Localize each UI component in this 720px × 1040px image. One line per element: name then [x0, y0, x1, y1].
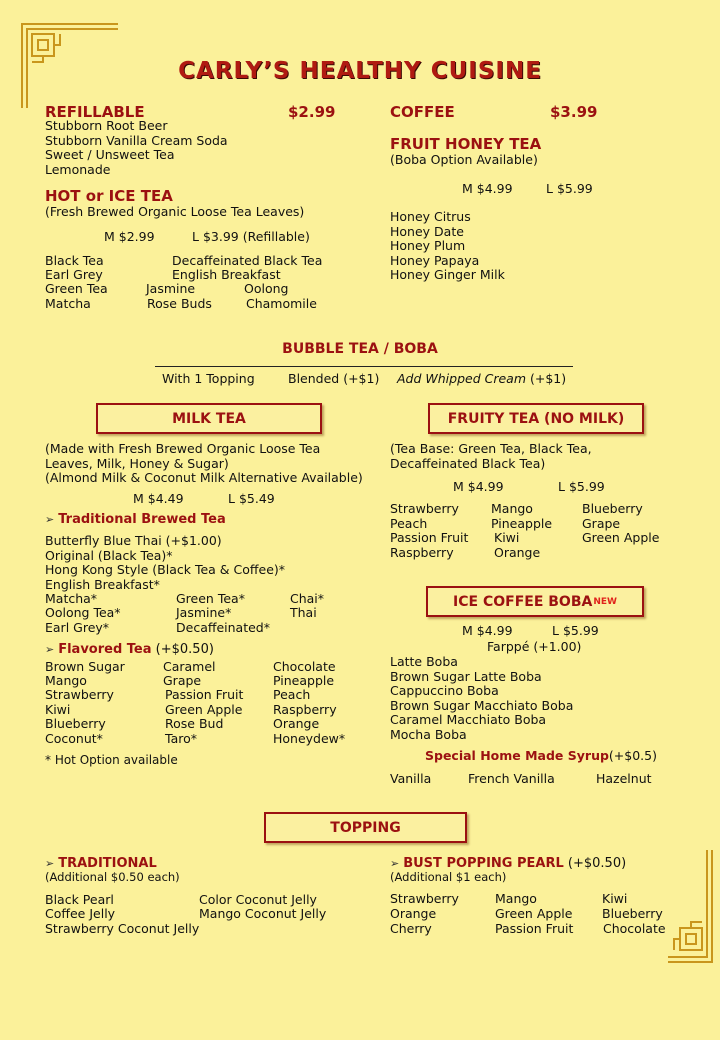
topping-item: Strawberry Coconut Jelly — [45, 921, 200, 936]
flavor-item: Orange — [273, 716, 320, 731]
hot-ice-tea-price-l: L $3.99 (Refillable) — [192, 229, 310, 244]
fruity-item: Strawberry — [390, 501, 459, 516]
refillable-heading: REFILLABLE — [45, 103, 145, 121]
arrow-bullet-icon: ➢ — [45, 643, 55, 656]
fruity-tea-price-m: M $4.99 — [453, 479, 504, 494]
pearl-item: Orange — [390, 906, 437, 921]
milk-tea-note: (Made with Fresh Brewed Organic Loose Tea — [45, 441, 321, 456]
traditional-topping-heading — [45, 856, 157, 871]
flavor-item: Green Apple — [165, 702, 243, 717]
traditional-brewed-tea-label: Traditional Brewed Tea — [58, 512, 226, 527]
tea-item: Decaffeinated* — [176, 620, 270, 635]
tea-item: English Breakfast — [172, 267, 281, 282]
milk-tea-note: Leaves, Milk, Honey & Sugar) — [45, 455, 229, 471]
flavor-item: Mango — [45, 673, 87, 688]
topping-item: Mango Coconut Jelly — [199, 906, 327, 921]
flavored-tea-label: Flavored Tea — [58, 642, 152, 657]
list-item: Lemonade — [45, 161, 111, 177]
list-item: Honey Date — [390, 223, 464, 239]
fruit-honey-tea-price-l: L $5.99 — [546, 181, 593, 196]
tea-item: Oolong Tea* — [45, 605, 121, 620]
list-item: Honey Citrus — [390, 209, 471, 224]
hot-ice-tea-note: (Fresh Brewed Organic Loose Tea Leaves) — [45, 204, 305, 219]
tea-item: Earl Grey — [45, 267, 103, 282]
list-item: Latte Boba — [390, 654, 458, 669]
arrow-bullet-icon: ➢ — [45, 857, 55, 870]
page-title: CARLY’S HEALTHY CUISINE — [178, 58, 542, 84]
fruity-tea-heading-box — [428, 403, 644, 434]
tea-item: Jasmine* — [176, 605, 232, 620]
refillable-price: $2.99 — [288, 103, 336, 121]
syrup-price: (+$0.5) — [608, 748, 657, 763]
syrup-label: Special Home Made Syrup — [425, 748, 609, 763]
bubble-tea-option-blended: Blended (+$1) — [288, 371, 380, 386]
traditional-brewed-tea-list — [45, 534, 285, 592]
fruit-honey-tea-heading: FRUIT HONEY TEA — [390, 135, 542, 153]
flavor-item: Pineapple — [273, 673, 335, 688]
pearl-item: Passion Fruit — [495, 921, 574, 936]
ice-coffee-price-m: M $4.99 — [462, 623, 513, 638]
tea-item: Green Tea — [45, 281, 108, 296]
fruity-item: Blueberry — [582, 501, 643, 516]
tea-item: Thai — [290, 605, 317, 620]
bubble-tea-option-whipped — [397, 372, 566, 387]
list-item: Stubborn Root Beer — [45, 118, 168, 133]
syrup-item: French Vanilla — [468, 771, 555, 786]
tea-item: Jasmine — [146, 281, 196, 296]
topping-heading: TOPPING — [330, 819, 401, 836]
fruity-tea-notes — [390, 442, 592, 471]
syrup-item: Hazelnut — [596, 771, 652, 786]
fruity-item: Pineapple — [491, 516, 553, 531]
fruit-honey-tea-note: (Boba Option Available) — [390, 152, 538, 167]
pearl-item: Blueberry — [602, 906, 663, 921]
ice-coffee-boba-heading: ICE COFFEE BOBA — [453, 593, 593, 610]
flavor-item: Kiwi — [45, 702, 71, 717]
list-item: Cappuccino Boba — [390, 683, 499, 698]
coffee-heading: COFFEE — [390, 103, 455, 121]
fruity-item: Kiwi — [494, 530, 520, 545]
refillable-list — [45, 119, 228, 177]
list-item: Hong Kong Style (Black Tea & Coffee)* — [45, 562, 286, 577]
tea-item: Decaffeinated Black Tea — [172, 253, 323, 268]
list-item: Brown Sugar Latte Boba — [390, 668, 542, 684]
list-item: Caramel Macchiato Boba — [390, 712, 547, 727]
bubble-tea-heading: BUBBLE TEA / BOBA — [282, 341, 438, 357]
flavor-item: Caramel — [163, 659, 216, 674]
syrup-item: Vanilla — [390, 771, 432, 786]
bubble-tea-divider — [155, 366, 573, 367]
whipped-cream-price: (+$1) — [530, 371, 567, 386]
tea-item: Black Tea — [45, 253, 104, 268]
list-item: Honey Plum — [390, 238, 466, 253]
list-item: English Breakfast* — [45, 576, 160, 592]
flavor-item: Passion Fruit — [165, 687, 244, 702]
flavor-item: Chocolate — [273, 659, 336, 674]
pearl-item: Mango — [495, 891, 537, 906]
fruity-item: Peach — [390, 516, 428, 531]
ice-coffee-boba-list — [390, 655, 573, 742]
ice-coffee-boba-heading-box — [426, 586, 644, 617]
list-item: Original (Black Tea)* — [45, 547, 173, 563]
flavor-item: Honeydew* — [273, 731, 346, 746]
tea-item: Chai* — [290, 591, 325, 606]
flavor-item: Raspberry — [273, 702, 337, 717]
topping-item: Color Coconut Jelly — [199, 892, 317, 907]
fruit-honey-tea-list — [390, 210, 505, 283]
list-item: Honey Ginger Milk — [390, 267, 505, 282]
hot-ice-tea-price-m: M $2.99 — [104, 229, 155, 244]
flavor-item: Blueberry — [45, 716, 106, 731]
flavored-tea-heading — [45, 642, 214, 657]
ice-coffee-price-l: L $5.99 — [552, 623, 599, 638]
milk-tea-price-l: L $5.49 — [228, 491, 275, 506]
milk-tea-heading-box — [96, 403, 322, 434]
list-item: Stubborn Vanilla Cream Soda — [45, 132, 228, 148]
pearl-item: Strawberry — [390, 891, 459, 906]
tea-item: Green Tea* — [176, 591, 245, 606]
flavor-item: Brown Sugar — [45, 659, 125, 674]
list-item: Brown Sugar Macchiato Boba — [390, 697, 574, 713]
flavor-item: Coconut* — [45, 731, 103, 746]
popping-pearl-note: (Additional $1 each) — [390, 870, 507, 884]
topping-heading-box — [264, 812, 467, 843]
topping-item: Black Pearl — [45, 892, 114, 907]
list-item: Sweet / Unsweet Tea — [45, 147, 175, 162]
fruity-tea-price-l: L $5.99 — [558, 479, 605, 494]
fruit-honey-tea-price-m: M $4.99 — [462, 181, 513, 196]
hot-ice-tea-heading: HOT or ICE TEA — [45, 187, 173, 205]
popping-pearl-price: (+$0.50) — [567, 856, 627, 871]
arrow-bullet-icon: ➢ — [45, 513, 55, 526]
list-item: Butterfly Blue Thai (+$1.00) — [45, 533, 222, 548]
fruity-item: Mango — [491, 501, 533, 516]
tea-item: Matcha* — [45, 591, 98, 606]
milk-tea-notes — [45, 442, 363, 486]
flavor-item: Strawberry — [45, 687, 114, 702]
coffee-price: $3.99 — [550, 103, 598, 121]
syrup-heading — [425, 748, 657, 763]
tea-item: Rose Buds — [147, 296, 212, 311]
flavored-tea-price: (+$0.50) — [155, 642, 214, 657]
flavor-item: Rose Bud — [165, 716, 224, 731]
pearl-item: Kiwi — [602, 891, 628, 906]
bubble-tea-option-topping: With 1 Topping — [162, 371, 255, 386]
tea-item: Chamomile — [246, 296, 317, 311]
fruity-tea-note: (Tea Base: Green Tea, Black Tea, — [390, 441, 592, 456]
traditional-brewed-tea-heading — [45, 512, 226, 527]
traditional-topping-label: TRADITIONAL — [58, 856, 157, 871]
fruity-tea-heading: FRUITY TEA (NO MILK) — [447, 410, 625, 427]
fruity-item: Passion Fruit — [390, 530, 469, 545]
new-badge: NEW — [593, 596, 617, 607]
fruity-item: Orange — [494, 545, 541, 560]
flavor-item: Grape — [163, 673, 202, 688]
traditional-topping-note: (Additional $0.50 each) — [45, 870, 180, 884]
corner-ornament-bottom-right — [668, 848, 716, 966]
pearl-item: Cherry — [390, 921, 432, 936]
tea-item: Oolong — [244, 281, 289, 296]
flavor-item: Taro* — [165, 731, 197, 746]
tea-item: Earl Grey* — [45, 620, 110, 635]
pearl-item: Chocolate — [603, 921, 666, 936]
fruity-item: Green Apple — [582, 530, 660, 545]
whipped-cream-label: Add Whipped Cream — [397, 371, 527, 386]
tea-item: Matcha — [45, 296, 91, 311]
milk-tea-heading: MILK TEA — [172, 410, 246, 427]
list-item: Mocha Boba — [390, 726, 467, 742]
flavor-item: Peach — [273, 687, 311, 702]
milk-tea-note: (Almond Milk & Coconut Milk Alternative Available) — [45, 470, 363, 485]
milk-tea-price-m: M $4.49 — [133, 491, 184, 506]
fruity-item: Grape — [582, 516, 621, 531]
pearl-item: Green Apple — [495, 906, 573, 921]
fruity-tea-note: Decaffeinated Black Tea) — [390, 455, 546, 471]
list-item: Honey Papaya — [390, 252, 480, 268]
hot-option-footnote: * Hot Option available — [45, 753, 178, 767]
topping-item: Coffee Jelly — [45, 906, 116, 921]
fruity-item: Raspberry — [390, 545, 454, 560]
arrow-bullet-icon: ➢ — [390, 857, 400, 870]
popping-pearl-label: BUST POPPING PEARL — [403, 856, 564, 871]
frappe-option: Farppé (+1.00) — [487, 639, 582, 654]
popping-pearl-heading — [390, 856, 626, 871]
